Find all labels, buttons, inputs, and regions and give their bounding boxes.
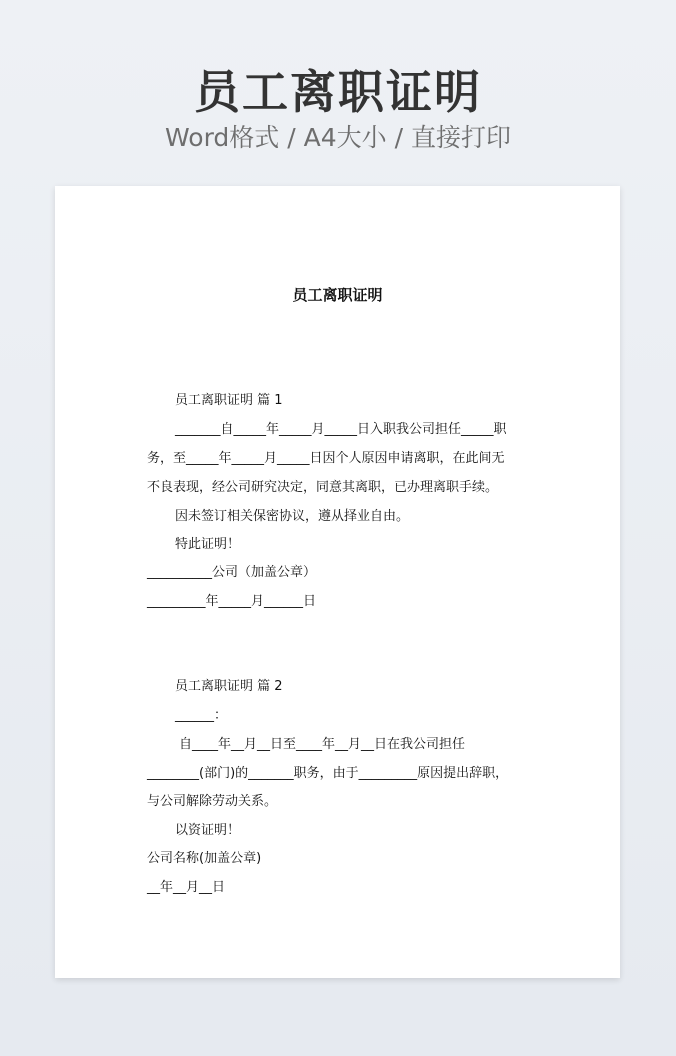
document-page [55,186,620,978]
body-line: 与公司解除劳动关系。 [147,794,278,809]
document-title: 员工离职证明 [292,286,383,304]
body-line: 务，至_____年_____月_____日因个人原因申请离职，在此间无 [147,451,505,466]
body-line: ________(部门)的_______职务，由于_________原因提出辞职， [147,766,509,781]
certify-line: 以资证明！ [175,823,241,838]
body-line: 自____年__月__日至____年__月__日在我公司担任 [179,737,466,752]
date-line: _________年_____月______日 [147,594,317,609]
certify-line: 特此证明！ [175,537,241,552]
company-seal-line: __________公司（加盖公章） [147,565,317,580]
date-line: __年__月__日 [147,880,226,895]
banner-subtitle: Word格式 / A4大小 / 直接打印 [165,123,511,152]
banner-title: 员工离职证明 [194,65,482,119]
company-seal-line: 公司名称(加盖公章) [147,851,262,866]
body-line: 因未签订相关保密协议，遵从择业自由。 [175,509,410,524]
body-line: 不良表现，经公司研究决定，同意其离职，已办理离职手续。 [147,480,499,495]
section-heading-2: 员工离职证明 篇 2 [175,679,283,694]
body-line: _______自_____年_____月_____日入职我公司担任_____职 [175,422,507,437]
section-heading-1: 员工离职证明 篇 1 [175,393,283,408]
salutation-line: ______： [175,708,228,723]
